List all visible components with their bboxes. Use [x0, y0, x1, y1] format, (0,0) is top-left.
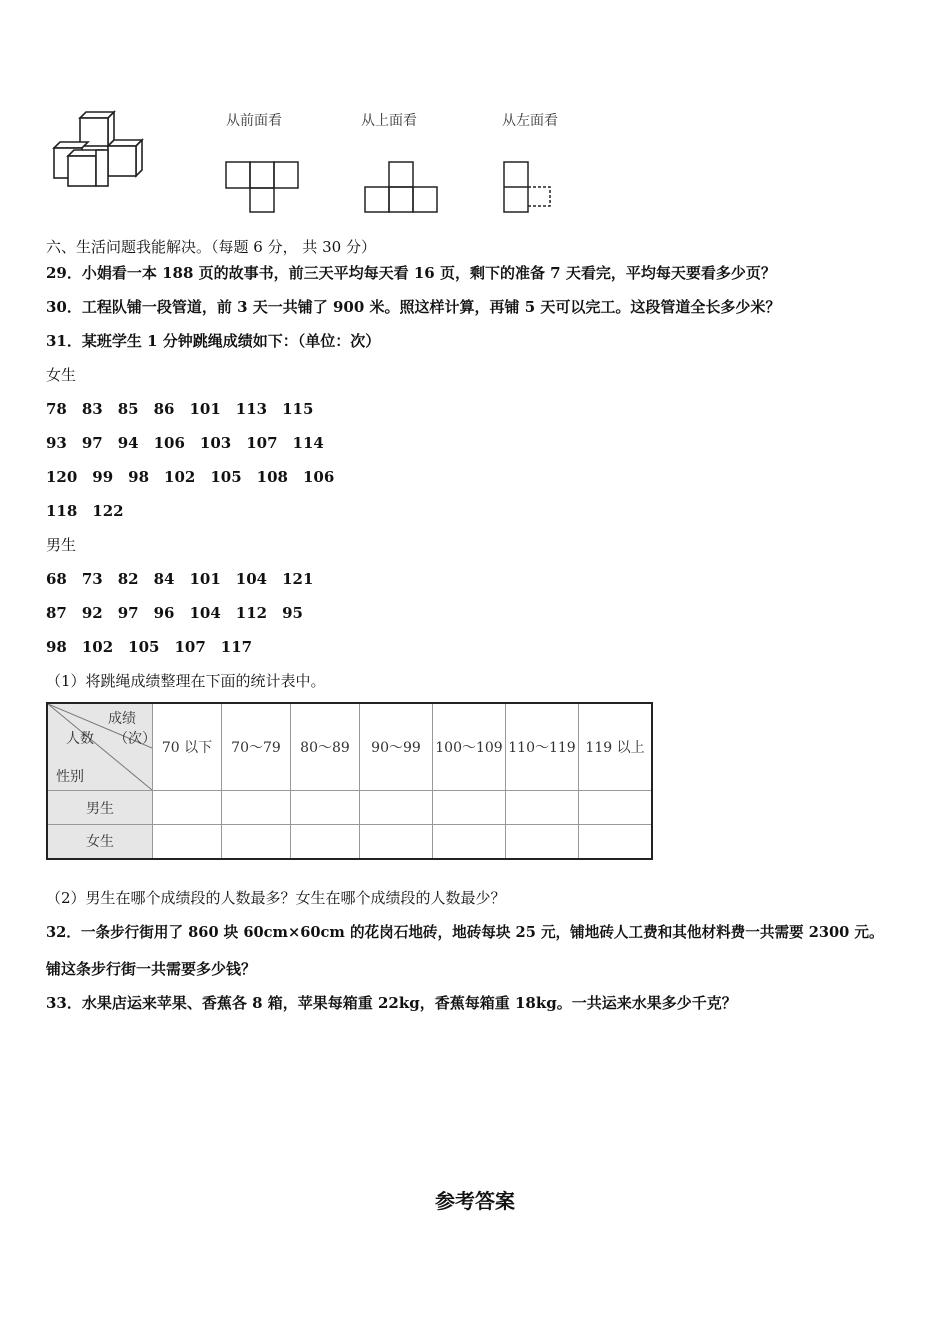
table-cell[interactable] — [433, 825, 506, 859]
table-cell[interactable] — [506, 791, 579, 825]
table-cell[interactable] — [222, 825, 291, 859]
table-cell[interactable] — [360, 791, 433, 825]
table-header-cell: 70 以下 — [153, 703, 222, 791]
answer-section-title: 参考答案 — [435, 1189, 515, 1213]
girls-row: 118 122 — [46, 502, 124, 520]
question-29: 29．小娟看一本 188 页的故事书，前三天平均每天看 16 页，剩下的准备 7 天看完，平均每天要看多少页？ — [46, 264, 776, 282]
corner-score-label: 成绩 — [108, 711, 136, 727]
table-cell[interactable] — [579, 825, 653, 859]
front-view-label: 从前面看 — [226, 113, 282, 129]
table-cell[interactable] — [360, 825, 433, 859]
table-header-cell: 90～99 — [360, 703, 433, 791]
girls-row: 120 99 98 102 105 108 106 — [46, 468, 335, 486]
table-row-label: 女生 — [47, 825, 153, 859]
table-cell[interactable] — [153, 791, 222, 825]
stats-table — [46, 702, 653, 860]
table-header-cell: 110～119 — [506, 703, 579, 791]
boys-row: 68 73 82 84 101 104 121 — [46, 570, 314, 588]
table-cell[interactable] — [291, 791, 360, 825]
table-cell[interactable] — [291, 825, 360, 859]
girls-row: 78 83 85 86 101 113 115 — [46, 400, 314, 418]
table-row-label: 男生 — [47, 791, 153, 825]
question-31-part2: （2）男生在哪个成绩段的人数最多？女生在哪个成绩段的人数最少？ — [46, 889, 506, 907]
section6-heading: 六、生活问题我能解决。（每题 6 分， 共 30 分） — [46, 238, 376, 256]
question-32-line1: 32．一条步行街用了 860 块 60cm×60cm 的花岗石地砖，地砖每块 25 元，铺地砖人工费和其他材料费一共需要 2300 元。 — [46, 924, 884, 941]
table-header-cell: 80～89 — [291, 703, 360, 791]
table-row — [47, 825, 652, 859]
table-cell[interactable] — [153, 825, 222, 859]
boys-row: 98 102 105 107 117 — [46, 638, 253, 656]
table-cell[interactable] — [222, 791, 291, 825]
table-header-cell: 70～79 — [222, 703, 291, 791]
cube-solid-figure — [50, 110, 150, 190]
table-header-cell: 119 以上 — [579, 703, 653, 791]
table-header-cell: 100～109 — [433, 703, 506, 791]
left-view-figure — [502, 160, 556, 214]
top-view-figure — [362, 160, 440, 214]
girls-label: 女生 — [46, 366, 77, 384]
table-cell[interactable] — [579, 791, 653, 825]
left-view-label: 从左面看 — [502, 113, 558, 129]
corner-gender-label: 性别 — [56, 769, 84, 785]
boys-label: 男生 — [46, 536, 77, 554]
front-view-figure — [224, 160, 300, 214]
corner-count-label: 人数 — [66, 731, 94, 747]
girls-row: 93 97 94 106 103 107 114 — [46, 434, 324, 452]
question-33: 33．水果店运来苹果、香蕉各 8 箱，苹果每箱重 22kg，香蕉每箱重 18kg。一共运来水果多少千克？ — [46, 994, 737, 1012]
table-corner-cell — [47, 703, 156, 791]
table-cell[interactable] — [506, 825, 579, 859]
question-32-line2: 铺这条步行街一共需要多少钱？ — [46, 960, 257, 978]
corner-unit-label: （次） — [114, 731, 156, 747]
question-30: 30．工程队铺一段管道，前 3 天一共铺了 900 米。照这样计算，再铺 5 天可以完工。这段管道全长多少米？ — [46, 298, 781, 316]
table-cell[interactable] — [433, 791, 506, 825]
question-31-intro: 31．某班学生 1 分钟跳绳成绩如下：（单位：次） — [46, 332, 381, 350]
question-31-part1: （1）将跳绳成绩整理在下面的统计表中。 — [46, 672, 326, 690]
boys-row: 87 92 97 96 104 112 95 — [46, 604, 303, 622]
top-view-label: 从上面看 — [361, 113, 417, 129]
table-row — [47, 791, 652, 825]
